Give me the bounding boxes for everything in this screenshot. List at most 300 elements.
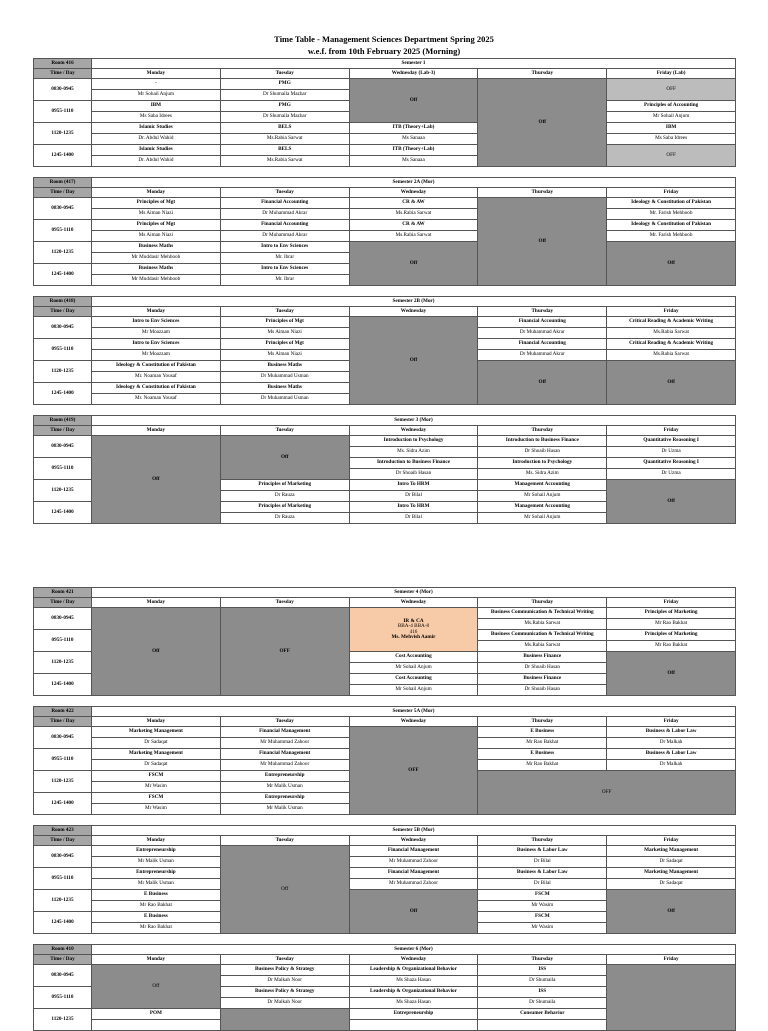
subject-cell: Islamic Studies	[92, 123, 221, 134]
teacher-cell	[92, 1020, 221, 1031]
time-slot: 0830-0945	[34, 79, 92, 101]
subject-cell: Business & Labor Law	[607, 727, 736, 738]
day-header: Thursday	[478, 836, 607, 846]
subject-cell: Ideology & Constitution of Pakistan	[607, 198, 736, 209]
day-header: Wednesday	[349, 836, 478, 846]
time-slot: 1120-1235	[34, 361, 92, 383]
day-header: Friday	[607, 426, 736, 436]
teacher-cell: Ms Sanaaa	[349, 134, 478, 145]
subject-cell: Islamic Studies	[92, 145, 221, 156]
special-class-line: 416	[409, 628, 418, 635]
subject-cell: BELS	[220, 145, 349, 156]
time-day-header: Time / Day	[34, 836, 92, 846]
teacher-cell: Mr Sohail Anjum	[92, 90, 221, 101]
off-cell: Off	[220, 436, 349, 480]
teacher-cell: Dr Shoaib Hasan	[478, 447, 607, 458]
subject-cell: PMG	[220, 79, 349, 90]
subject-cell: Cost Accounting	[349, 674, 478, 685]
day-header: Wednesday	[349, 426, 478, 436]
timetable-room-416	[33, 58, 736, 167]
teacher-cell: Ms Shaza Hasan	[349, 976, 478, 987]
teacher-cell: Mr Muhammad Zahoor	[220, 760, 349, 771]
day-header: Wednesday (Lab-3)	[349, 69, 478, 79]
subject-cell: Marketing Management	[607, 846, 736, 857]
off-cell: Off	[478, 79, 607, 167]
teacher-cell: Ms.Rabia Sarwat	[220, 134, 349, 145]
time-slot: 0955-1110	[34, 339, 92, 361]
teacher-cell: Dr Sadaqat	[92, 738, 221, 749]
teacher-cell: Ms.Rabia Sarwat	[607, 350, 736, 361]
subject-cell: Principles of Mgt	[220, 339, 349, 350]
teacher-cell: Ms.Rabia Sarwat	[349, 231, 478, 242]
subject-cell: Ideology & Constitution of Pakistan	[607, 220, 736, 231]
time-day-header: Time / Day	[34, 188, 92, 198]
time-day-header: Time / Day	[34, 307, 92, 317]
subject-cell: Financial Accounting	[220, 220, 349, 231]
teacher-cell: Mr Wasim	[478, 901, 607, 912]
off-cell: Off	[92, 965, 221, 1009]
subject-cell: Introduction to Business Finance	[349, 458, 478, 469]
subject-cell: Business Policy & Strategy	[220, 965, 349, 976]
subject-cell: Critical Reading & Academic Writing	[607, 317, 736, 328]
subject-cell: Entrepreneurship	[349, 1009, 478, 1020]
off-cell: Off	[607, 361, 736, 405]
teacher-cell: Dr Shumaila Mazhar	[220, 112, 349, 123]
room-label: Room 423	[34, 826, 92, 836]
day-header: Tuesday	[220, 598, 349, 608]
subject-cell: E Business	[478, 727, 607, 738]
subject-cell: Business Policy & Strategy	[220, 987, 349, 998]
day-header: Tuesday	[220, 717, 349, 727]
teacher-cell: Mr Wasim	[92, 782, 221, 793]
day-header: Tuesday	[220, 188, 349, 198]
teacher-cell: Dr Muhammad Akrar	[220, 209, 349, 220]
time-day-header: Time / Day	[34, 426, 92, 436]
day-header: Monday	[92, 836, 221, 846]
subject-cell: Principles of Marketing	[220, 480, 349, 491]
timetable-room-417	[33, 177, 736, 286]
room-label: Room 422	[34, 707, 92, 717]
subject-cell: -	[92, 79, 221, 90]
teacher-cell: Mr Rao Bakhat	[607, 641, 736, 652]
teacher-cell: Dr Malkah	[607, 738, 736, 749]
teacher-cell: Dr Shumaila	[478, 998, 607, 1009]
time-day-header: Time / Day	[34, 69, 92, 79]
subject-cell: Financial Management	[349, 868, 478, 879]
room-label: Room 416	[34, 59, 92, 69]
time-slot: 0955-1110	[34, 630, 92, 652]
teacher-cell: Dr Rauza	[220, 513, 349, 524]
teacher-cell: Dr Bilal	[349, 491, 478, 502]
off-cell: Off	[220, 846, 349, 934]
day-header: Wednesday	[349, 717, 478, 727]
subject-cell: ITB (Theory+Lab)	[349, 123, 478, 134]
off-cell: Off	[349, 317, 478, 405]
off-cell	[220, 1009, 349, 1031]
subject-cell: Business & Labor Law	[607, 749, 736, 760]
time-slot: 0830-0945	[34, 317, 92, 339]
off-cell: OFF	[349, 727, 478, 815]
teacher-cell: Mr Rao Bakhat	[478, 760, 607, 771]
teacher-cell: Ms.Rabia Sarwat	[478, 619, 607, 630]
day-header: Tuesday	[220, 426, 349, 436]
teacher-cell: Ms.Rabia Sarwat	[349, 209, 478, 220]
teacher-cell: Mr Wasim	[478, 923, 607, 934]
subject-cell: Consumer Behavior	[478, 1009, 607, 1020]
day-header: Monday	[92, 717, 221, 727]
subject-cell: Business Communication & Technical Writing	[478, 630, 607, 641]
teacher-cell: Dr Shoaib Hasan	[478, 663, 607, 674]
day-header: Friday	[607, 598, 736, 608]
subject-cell: Introduction to Psychology	[478, 458, 607, 469]
teacher-cell: Mr Sohail Anjum	[349, 663, 478, 674]
room-label: Room 421	[34, 588, 92, 598]
teacher-cell: Ms Aiman Niazi	[220, 328, 349, 339]
teacher-cell: Ms.Rabia Sarwat	[220, 156, 349, 167]
teacher-cell: Ms Saba Idrees	[607, 134, 736, 145]
subject-cell: Intro to Env Sciences	[92, 339, 221, 350]
teacher-cell: Dr Muhammad Usman	[220, 394, 349, 405]
teacher-cell: Dr Muhammad Akrar	[220, 231, 349, 242]
teacher-cell: Mr Malik Usman	[220, 782, 349, 793]
teacher-cell: Dr Bilal	[478, 879, 607, 890]
subject-cell: Business Maths	[220, 361, 349, 372]
time-slot: 0955-1110	[34, 220, 92, 242]
teacher-cell: Dr Muhammad Usman	[220, 372, 349, 383]
day-header: Thursday	[478, 426, 607, 436]
timetable-room-421	[33, 587, 736, 696]
day-header: Thursday	[478, 598, 607, 608]
time-slot: 1245-1400	[34, 383, 92, 405]
semester-label: Semester 5B (Mor)	[92, 826, 736, 836]
day-header: Thursday	[478, 955, 607, 965]
subject-cell: Financial Management	[220, 727, 349, 738]
time-slot: 1245-1400	[34, 145, 92, 167]
subject-cell: IBM	[92, 101, 221, 112]
teacher-cell: Dr Sadaqat	[92, 760, 221, 771]
subject-cell: Introduction to Business Finance	[478, 436, 607, 447]
teacher-cell	[478, 1020, 607, 1031]
teacher-cell: Mr. Farish Mehboob	[607, 209, 736, 220]
teacher-cell: Ms Aiman Niazi	[220, 350, 349, 361]
special-class-line: BBA-4 BBA-8	[397, 623, 430, 630]
teacher-cell: Mr Muddasir Mehboob	[92, 253, 221, 264]
off-cell: Off	[92, 608, 221, 696]
special-class-line: IR & CA	[403, 618, 424, 625]
subject-cell: Entrepreneurship	[220, 793, 349, 804]
time-slot: 1120-1235	[34, 890, 92, 912]
subject-cell: Quantitative Reasoning I	[607, 436, 736, 447]
semester-label: Semester 5A (Mor)	[92, 707, 736, 717]
day-header: Thursday	[478, 307, 607, 317]
off-cell	[607, 965, 736, 1031]
subject-cell: Management Accounting	[478, 480, 607, 491]
teacher-cell: Mr Muhammad Zahoor	[349, 857, 478, 868]
subject-cell: Leadership & Organizational Behavior	[349, 987, 478, 998]
subject-cell: Business Maths	[92, 242, 221, 253]
teacher-cell: Dr Bilal	[478, 857, 607, 868]
teacher-cell: Dr Malkah	[607, 760, 736, 771]
day-header: Monday	[92, 598, 221, 608]
day-header: Wednesday	[349, 188, 478, 198]
teacher-cell: Mr Malik Usman	[92, 857, 221, 868]
subject-cell: POM	[92, 1009, 221, 1020]
room-label: Room (418)	[34, 297, 92, 307]
teacher-cell: Mr Rao Bakhat	[92, 901, 221, 912]
subject-cell: Critical Reading & Academic Writing	[607, 339, 736, 350]
time-slot: 0955-1110	[34, 749, 92, 771]
teacher-cell: Ms.Rabia Sarwat	[478, 641, 607, 652]
subject-cell: Intro to Env Sciences	[92, 317, 221, 328]
teacher-cell: Dr Bilal	[349, 513, 478, 524]
subject-cell: FSCM	[92, 771, 221, 782]
off-cell: Off	[607, 242, 736, 286]
subject-cell: Principles of Mgt	[92, 198, 221, 209]
teacher-cell: Ms Shaza Hasan	[349, 998, 478, 1009]
subject-cell: Principles of Mgt	[92, 220, 221, 231]
off-cell: Off	[607, 480, 736, 524]
timetable-room-418	[33, 296, 736, 405]
off-cell: Off	[607, 652, 736, 696]
subject-cell: CR & AW	[349, 220, 478, 231]
subject-cell: Financial Management	[220, 749, 349, 760]
semester-label: Semester 2B (Mor)	[92, 297, 736, 307]
time-slot: 1245-1400	[34, 912, 92, 934]
teacher-cell: Ms.Rabia Sarwat	[607, 328, 736, 339]
subject-cell: Intro To HRM	[349, 502, 478, 513]
teacher-cell: Dr Malkah Noor	[220, 998, 349, 1009]
time-slot: 0830-0945	[34, 436, 92, 458]
time-slot: 1120-1235	[34, 242, 92, 264]
teacher-cell: Mr Muhammad Zahoor	[220, 738, 349, 749]
off-cell: Off	[349, 242, 478, 286]
teacher-cell: Mr Moazzam	[92, 328, 221, 339]
teacher-cell: Mr Malik Usman	[92, 879, 221, 890]
time-slot: 1120-1235	[34, 480, 92, 502]
time-slot: 1120-1235	[34, 1009, 92, 1031]
time-slot: 0830-0945	[34, 846, 92, 868]
subject-cell: E Business	[478, 749, 607, 760]
teacher-cell	[349, 1020, 478, 1031]
subject-cell: FSCM	[478, 890, 607, 901]
subject-cell: Intro To HRM	[349, 480, 478, 491]
teacher-cell: Dr Sadaqat	[607, 857, 736, 868]
time-day-header: Time / Day	[34, 598, 92, 608]
teacher-cell: Dr. Abdul Wahid	[92, 156, 221, 167]
semester-label: Semester 2A (Mor)	[92, 178, 736, 188]
teacher-cell: Mr Muddasir Mehboob	[92, 275, 221, 286]
teacher-cell: Mr Sohail Anjum	[478, 491, 607, 502]
subject-cell: Business & Labor Law	[478, 868, 607, 879]
teacher-cell: Dr Shumaila Mazhar	[220, 90, 349, 101]
subject-cell: Principles of Marketing	[607, 630, 736, 641]
subject-cell: E Business	[92, 912, 221, 923]
off-cell: OFF	[478, 771, 736, 815]
subject-cell: BELS	[220, 123, 349, 134]
teacher-cell: Dr. Abdul Wahid	[92, 134, 221, 145]
subject-cell: Business Maths	[92, 264, 221, 275]
time-slot: 0830-0945	[34, 965, 92, 987]
time-slot: 0955-1110	[34, 987, 92, 1009]
subject-cell: Introduction to Psychology	[349, 436, 478, 447]
room-label: Room (419)	[34, 416, 92, 426]
day-header: Monday	[92, 188, 221, 198]
teacher-cell: Dr Uzma	[607, 469, 736, 480]
subject-cell: Principles of Mgt	[220, 317, 349, 328]
timetable-room-423	[33, 825, 736, 934]
subject-cell: ISS	[478, 965, 607, 976]
subject-cell: PMG	[220, 101, 349, 112]
timetable-room-419	[33, 415, 736, 524]
day-header: Monday	[92, 426, 221, 436]
teacher-cell: Mr Sohail Anjum	[349, 685, 478, 696]
subject-cell: CR & AW	[349, 198, 478, 209]
day-header: Friday	[607, 188, 736, 198]
teacher-cell: Dr Rauza	[220, 491, 349, 502]
day-header: Tuesday	[220, 69, 349, 79]
timetable-room-422	[33, 706, 736, 815]
time-slot: 1120-1235	[34, 123, 92, 145]
teacher-cell: Mr. Noaman Yousaf	[92, 372, 221, 383]
subject-cell: Financial Accounting	[478, 339, 607, 350]
teacher-cell: Mr. Noaman Yousaf	[92, 394, 221, 405]
subject-cell: Marketing Management	[607, 868, 736, 879]
subject-cell: ITB (Theory+Lab)	[349, 145, 478, 156]
off-cell: Off	[478, 198, 607, 286]
teacher-cell: Dr Shoaib Hasan	[349, 469, 478, 480]
off-cell: Off	[607, 890, 736, 934]
subject-cell: Marketing Management	[92, 727, 221, 738]
day-header: Tuesday	[220, 307, 349, 317]
subject-cell: Ideology & Constitution of Pakistan	[92, 383, 221, 394]
teacher-cell: Mr. Ibrar	[220, 275, 349, 286]
subject-cell: Financial Accounting	[220, 198, 349, 209]
day-header: Thursday	[478, 69, 607, 79]
subject-cell: Cost Accounting	[349, 652, 478, 663]
special-class-block	[349, 608, 478, 652]
day-header: Monday	[92, 69, 221, 79]
teacher-cell: Mr Malik Usman	[220, 804, 349, 815]
teacher-cell: Ms Sanaaa	[349, 156, 478, 167]
time-slot: 1245-1400	[34, 674, 92, 696]
off-cell: Off	[349, 890, 478, 934]
time-slot: 0955-1110	[34, 458, 92, 480]
teacher-cell: Mr Moazzam	[92, 350, 221, 361]
off-cell: Off	[92, 436, 221, 524]
teacher-cell: Dr Shoaib Hasan	[478, 685, 607, 696]
teacher-cell: Mr. Ibrar	[220, 253, 349, 264]
semester-label: Semester 6 (Mor)	[92, 945, 736, 955]
teacher-cell: Dr Sadaqat	[607, 879, 736, 890]
teacher-cell: Ms Saba Idrees	[92, 112, 221, 123]
day-header: Friday	[607, 717, 736, 727]
off-cell: OFF	[220, 608, 349, 696]
teacher-cell: Mr Muhammad Zahoor	[349, 879, 478, 890]
day-header: Wednesday	[349, 307, 478, 317]
subject-cell: Financial Accounting	[478, 317, 607, 328]
room-label: Room 410	[34, 945, 92, 955]
day-header: Friday	[607, 955, 736, 965]
subject-cell: IBM	[607, 123, 736, 134]
semester-label: Semester 1	[92, 59, 736, 69]
subject-cell: Principles of Accounting	[607, 101, 736, 112]
time-day-header: Time / Day	[34, 955, 92, 965]
subject-cell: ISS	[478, 987, 607, 998]
day-header: Friday (Lab)	[607, 69, 736, 79]
day-header: Tuesday	[220, 955, 349, 965]
subject-cell: Business & Labor Law	[478, 846, 607, 857]
subject-cell: E Business	[92, 890, 221, 901]
subject-cell: Marketing Management	[92, 749, 221, 760]
teacher-cell: Ms. Sidra Azim	[349, 447, 478, 458]
semester-label: Semester 3 (Mor)	[92, 416, 736, 426]
teacher-cell: Mr Wasim	[92, 804, 221, 815]
day-header: Wednesday	[349, 955, 478, 965]
teacher-cell: Dr Shumaila	[478, 976, 607, 987]
subject-cell: Business Communication & Technical Writing	[478, 608, 607, 619]
page-subtitle: w.e.f. from 10th February 2025 (Morning)	[307, 46, 461, 56]
teacher-cell: Mr Sohail Anjum	[478, 513, 607, 524]
subject-cell: Business Maths	[220, 383, 349, 394]
day-header: Wednesday	[349, 598, 478, 608]
teacher-cell: Mr Rao Bakhat	[92, 923, 221, 934]
day-header: Friday	[607, 836, 736, 846]
time-slot: 0830-0945	[34, 727, 92, 749]
time-slot: 1120-1235	[34, 771, 92, 793]
subject-cell: FSCM	[92, 793, 221, 804]
teacher-cell: Dr Muhammad Akrar	[478, 328, 607, 339]
off-cell: OFF	[607, 79, 736, 101]
semester-label: Semester 4 (Mor)	[92, 588, 736, 598]
time-slot: 1245-1400	[34, 264, 92, 286]
time-slot: 0830-0945	[34, 608, 92, 630]
subject-cell: Intro to Env Sciences	[220, 264, 349, 275]
subject-cell: Management Accounting	[478, 502, 607, 513]
time-slot: 1245-1400	[34, 793, 92, 815]
day-header: Friday	[607, 307, 736, 317]
room-label: Room (417)	[34, 178, 92, 188]
teacher-cell: Dr Malkah Noor	[220, 976, 349, 987]
teacher-cell: Mr Rao Bakhat	[607, 619, 736, 630]
subject-cell: Principles of Marketing	[220, 502, 349, 513]
subject-cell: Business Finance	[478, 652, 607, 663]
subject-cell: Entrepreneurship	[92, 846, 221, 857]
off-cell: Off	[478, 361, 607, 405]
teacher-cell: Mr Sohail Anjum	[607, 112, 736, 123]
subject-cell: Intro to Env Sciences	[220, 242, 349, 253]
teacher-cell: Mr. Farish Mehboob	[607, 231, 736, 242]
page-title: Time Table - Management Sciences Department Spring 2025	[274, 34, 494, 44]
teacher-cell: Ms Aiman Niazi	[92, 231, 221, 242]
timetable-room-410	[33, 944, 736, 1031]
teacher-cell: Dr Uzma	[607, 447, 736, 458]
day-header: Tuesday	[220, 836, 349, 846]
teacher-cell: Mr Rao Bakhat	[478, 738, 607, 749]
teacher-cell: Dr Muhammad Akrar	[478, 350, 607, 361]
day-header: Monday	[92, 955, 221, 965]
teacher-cell: Ms. Sidra Azim	[478, 469, 607, 480]
day-header: Monday	[92, 307, 221, 317]
subject-cell: Principles of Marketing	[607, 608, 736, 619]
day-header: Thursday	[478, 717, 607, 727]
time-day-header: Time / Day	[34, 717, 92, 727]
subject-cell: FSCM	[478, 912, 607, 923]
off-cell: Off	[349, 79, 478, 123]
subject-cell: Leadership & Organizational Behavior	[349, 965, 478, 976]
time-slot: 1245-1400	[34, 502, 92, 524]
subject-cell: Entrepreneurship	[92, 868, 221, 879]
teacher-cell: Ms Aiman Niazi	[92, 209, 221, 220]
